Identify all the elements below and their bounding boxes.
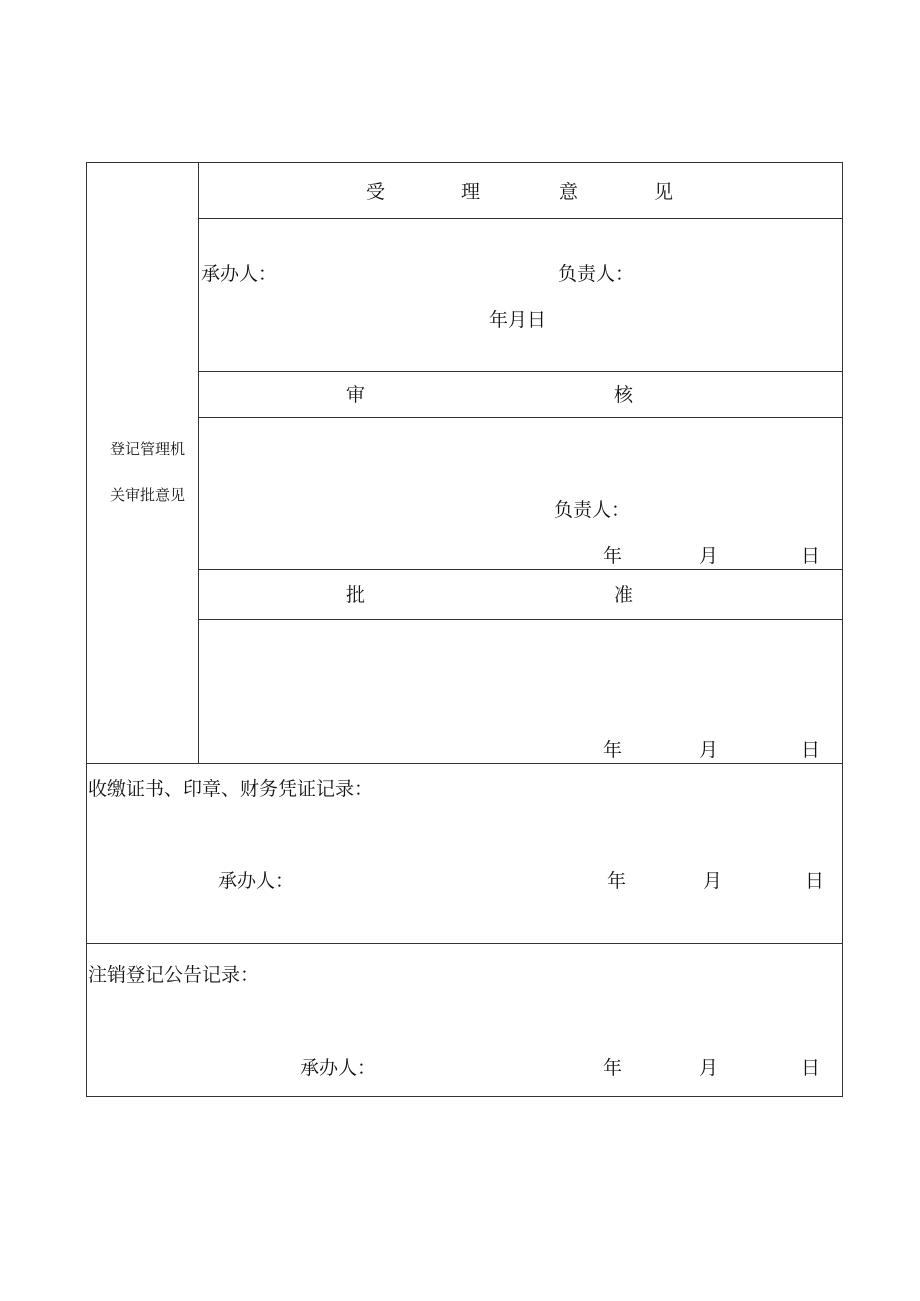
sidebar-label-line2: 关审批意见 xyxy=(110,486,186,504)
cancellation-date-year: 年 xyxy=(603,1057,623,1079)
acceptance-handler-label: 承办人： xyxy=(201,263,278,285)
border-top xyxy=(86,162,843,163)
approval-header-char-2: 准 xyxy=(614,584,634,606)
acceptance-header-char-3: 意 xyxy=(559,181,579,203)
review-date-year: 年 xyxy=(603,545,623,567)
acceptance-responsible-label: 负责人： xyxy=(558,263,635,285)
collection-title: 收缴证书、印章、财务凭证记录： xyxy=(88,778,374,800)
approval-date-year: 年 xyxy=(603,739,623,761)
approval-date-month: 月 xyxy=(699,739,719,761)
acceptance-header-char-4: 见 xyxy=(654,181,674,203)
review-header-char-2: 核 xyxy=(614,384,634,406)
sidebar-label-line1: 登记管理机 xyxy=(110,440,186,458)
review-header-char-1: 审 xyxy=(346,384,366,406)
review-responsible-label: 负责人： xyxy=(554,499,631,521)
cancellation-title: 注销登记公告记录： xyxy=(88,964,260,986)
collection-handler-label: 承办人： xyxy=(218,870,295,892)
acceptance-header-char-2: 理 xyxy=(461,181,481,203)
divider-collection-top xyxy=(86,763,843,764)
border-right xyxy=(842,162,843,1097)
collection-date-year: 年 xyxy=(607,870,627,892)
border-bottom xyxy=(86,1096,843,1097)
divider-cancellation-top xyxy=(86,943,843,944)
divider-review-header xyxy=(198,417,843,418)
approval-date-day: 日 xyxy=(801,739,821,761)
approval-header-char-1: 批 xyxy=(346,584,366,606)
divider-approval-top xyxy=(198,569,843,570)
divider-sidebar xyxy=(198,162,199,764)
review-date-day: 日 xyxy=(801,545,821,567)
review-date-month: 月 xyxy=(699,545,719,567)
cancellation-handler-label: 承办人： xyxy=(300,1057,377,1079)
cancellation-date-month: 月 xyxy=(699,1057,719,1079)
acceptance-date: 年月日 xyxy=(489,309,547,331)
border-left xyxy=(86,162,87,1097)
acceptance-header-char-1: 受 xyxy=(366,181,386,203)
divider-acceptance-header xyxy=(198,218,843,219)
divider-approval-header xyxy=(198,619,843,620)
collection-date-day: 日 xyxy=(805,870,825,892)
collection-date-month: 月 xyxy=(703,870,723,892)
divider-review-top xyxy=(198,371,843,372)
cancellation-date-day: 日 xyxy=(801,1057,821,1079)
